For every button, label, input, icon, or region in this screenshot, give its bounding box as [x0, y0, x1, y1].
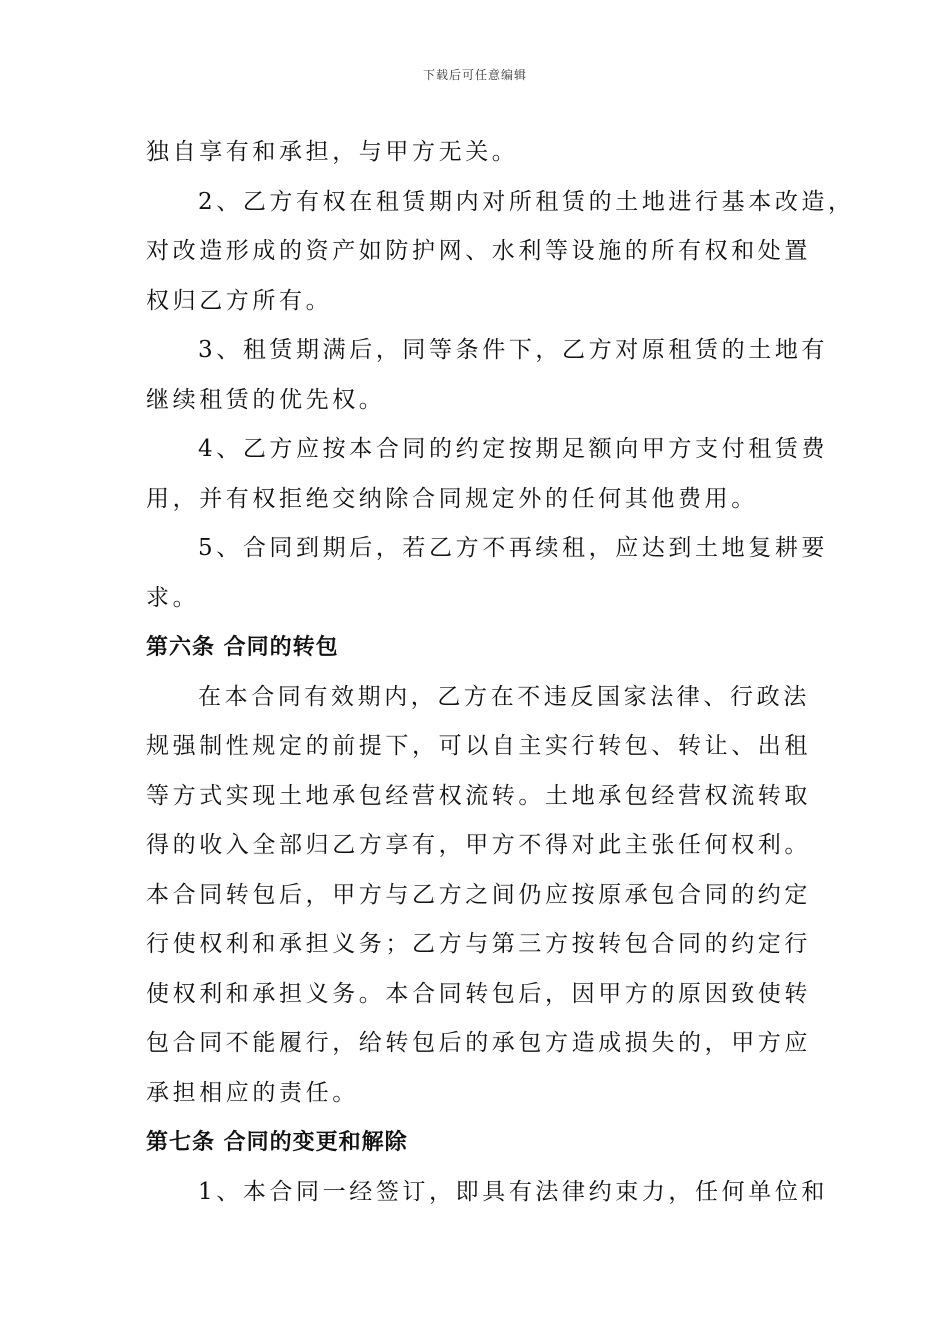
text-line: 规强制性规定的前提下，可以自主实行转包、转让、出租: [146, 733, 811, 759]
text-line: 包合同不能履行，给转包后的承包方造成损失的，甲方应: [146, 1030, 811, 1056]
text-line: 1、本合同一经签订，即具有法律约束力，任何单位和: [198, 1178, 829, 1205]
text-line: 2、乙方有权在租赁期内对所租赁的土地进行基本改造，: [198, 188, 855, 215]
section-heading-article-7: 第七条 合同的变更和解除: [146, 1130, 408, 1155]
text-line: 权归乙方所有。: [146, 287, 333, 314]
text-line: 对改造形成的资产如防护网、水利等设施的所有权和处置: [146, 238, 811, 264]
text-line: 得的收入全部归乙方享有，甲方不得对此主张任何权利。: [146, 832, 811, 858]
text-line: 使权利和承担义务。本合同转包后，因甲方的原因致使转: [146, 980, 811, 1007]
text-line: 3、租赁期满后，同等条件下，乙方对原租赁的土地有: [198, 337, 829, 363]
text-line: 继续租赁的优先权。: [146, 386, 386, 413]
text-line: 用，并有权拒绝交纳除合同规定外的任何其他费用。: [146, 485, 758, 512]
text-line: 承担相应的责任。: [146, 1079, 359, 1106]
page-header-note: 下载后可任意编辑: [422, 68, 527, 82]
text-line: 5、合同到期后，若乙方不再续租，应达到土地复耕要: [198, 535, 829, 561]
text-line: 4、乙方应按本合同的约定按期足额向甲方支付租赁费: [198, 436, 829, 462]
text-line: 在本合同有效期内，乙方在不违反国家法律、行政法: [198, 683, 810, 710]
text-line: 独自享有和承担，与甲方无关。: [146, 139, 519, 165]
text-line: 等方式实现土地承包经营权流转。土地承包经营权流转取: [146, 782, 811, 809]
text-line: 求。: [146, 584, 200, 611]
text-line: 行使权利和承担义务；乙方与第三方按转包合同的约定行: [146, 931, 811, 957]
text-line: 本合同转包后，甲方与乙方之间仍应按原承包合同的约定: [146, 881, 811, 908]
document-body: [146, 128, 855, 1217]
section-heading-article-6: 第六条 合同的转包: [146, 635, 339, 660]
